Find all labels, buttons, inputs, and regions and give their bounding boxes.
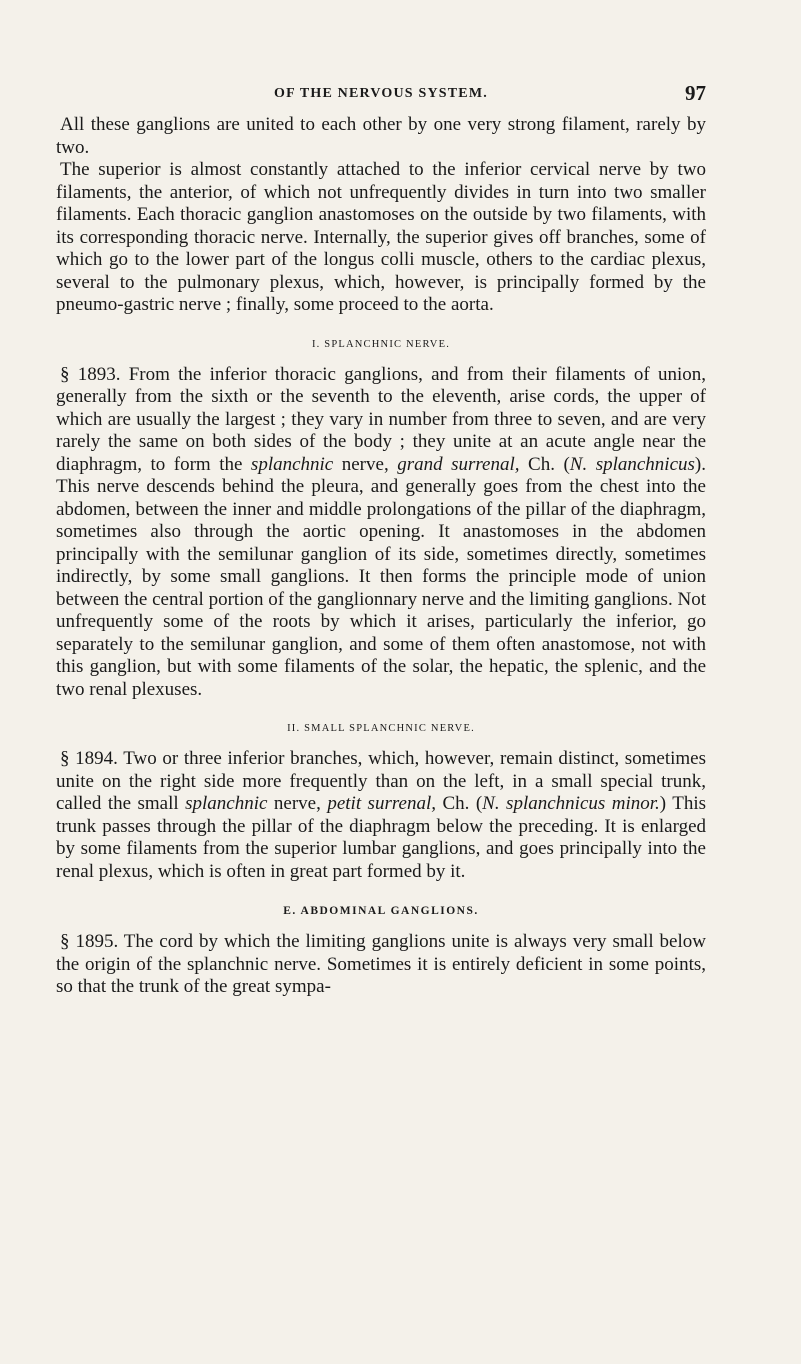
italic-term: petit surrenal, <box>327 793 436 814</box>
paragraph-1: All these ganglions are united to each other by one very strong filament, rarely by two. <box>56 114 706 158</box>
running-head-title: OF THE NERVOUS SYSTEM. <box>274 86 488 101</box>
text-run: ) This trunk passes through the pillar of the diaphragm below the preceding. It is enlarged by some filaments from the superior lumbar ganglions, and goes principally into the renal plexus, which is often in great part formed by it. <box>56 793 706 882</box>
text-run: Ch. ( <box>436 793 483 814</box>
section-heading-abdominal-ganglions: E. ABDOMINAL GANGLIONS. <box>283 905 479 917</box>
paragraph-1893 <box>56 364 706 702</box>
italic-term: splanchnic <box>185 793 268 814</box>
text-run: ). This nerve descends behind the pleura, and generally goes from the chest into the abdomen, between the inner and middle prolongations of the pillar of the diaphragm, sometimes also through the aortic opening. It anastomoses in the abdomen principally with the semilunar ganglion of its side, sometimes directly, sometimes indirectly, by some small ganglions. It then forms the principle mode of union between the central portion of the ganglionnary nerve and the limiting ganglions. Not unfrequently some of the roots by which it arises, particularly the inferior, go separately to the semilunar ganglion, and some of them often anastomose, not with this ganglion, but with some filaments of the solar, the hepatic, the splenic, and the two renal plexuses. <box>56 453 706 700</box>
paragraph-1894 <box>56 748 706 883</box>
section-heading-small-splanchnic-nerve: II. SMALL SPLANCHNIC NERVE. <box>287 723 475 734</box>
page-number: 97 <box>685 81 706 105</box>
text-run: nerve, <box>333 453 398 475</box>
paragraph-1895: § 1895. The cord by which the limiting ganglions unite is always very small below the origin of the splanchnic nerve. Sometimes it is entirely deficient in some points, so that the trunk of the great sympa- <box>56 931 706 997</box>
book-page <box>56 81 706 999</box>
running-head <box>56 81 706 108</box>
body-text <box>56 114 706 999</box>
section-heading-splanchnic-nerve: I. SPLANCHNIC NERVE. <box>311 338 451 350</box>
italic-term: N. splanchnicus minor. <box>482 793 660 814</box>
text-run: § 1894. Two or three inferior branches, which, however, remain distinct, sometimes unite on the right side more frequently than on the left, in a small special trunk, called the small <box>56 748 706 814</box>
italic-term: splanchnic <box>250 453 334 475</box>
italic-term: grand surrenal, <box>397 453 520 475</box>
text-run: Ch. ( <box>519 453 570 475</box>
text-run: § 1893. From the inferior thoracic ganglions, and from their filaments of union, generally from the sixth or the seventh to the eleventh, arise cords, the upper of which are usually the largest ; they vary in number from three to seven, and are very rarely the same on both sides of the body ; they unite at an acute angle near the diaphragm, to form the <box>56 363 706 475</box>
italic-term: N. splanchnicus <box>569 453 695 475</box>
paragraph-2: The superior is almost constantly attached to the inferior cervical nerve by two filaments, the anterior, of which not unfrequently divides in turn into two smaller filaments. Each thoracic ganglion anastomoses on the outside by two filaments, with its corresponding thoracic nerve. Internally, the superior gives off branches, some of which go to the lower part of the longus colli muscle, others to the cardiac plexus, several to the pulmonary plexus, which, however, is principally formed by the pneumo-gastric nerve ; finally, some proceed to the aorta. <box>56 159 706 315</box>
text-run: nerve, <box>267 793 328 814</box>
